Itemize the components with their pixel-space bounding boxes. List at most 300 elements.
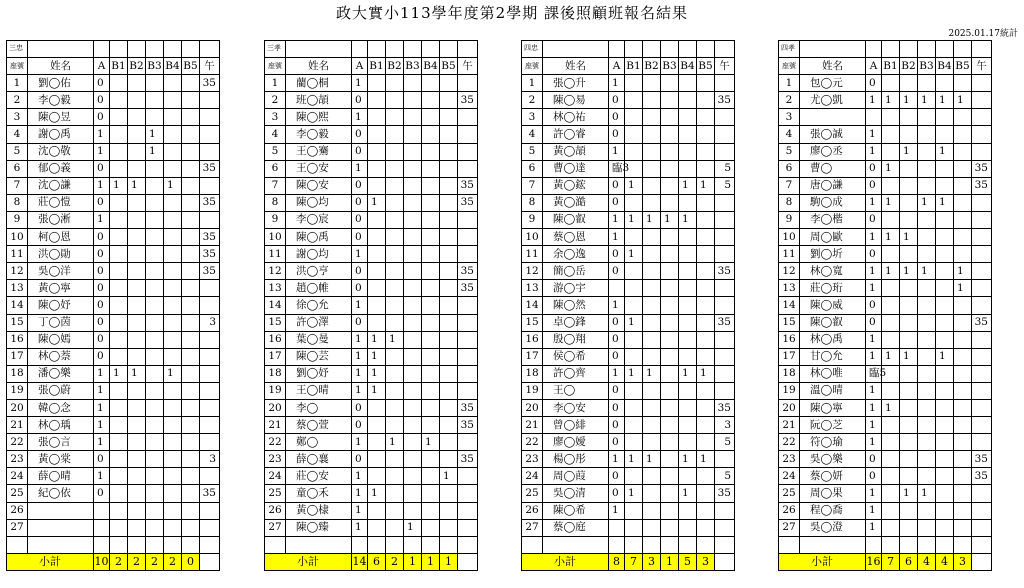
seat-number: 6: [265, 160, 286, 177]
value-cell: [200, 399, 220, 416]
value-cell: 0: [352, 263, 368, 280]
table-row: [522, 177, 735, 194]
value-cell: 0: [94, 348, 110, 365]
value-cell: [368, 417, 386, 434]
subtotal-row: [265, 553, 478, 570]
subtotal-label: 小計: [522, 553, 609, 570]
value-cell: 35: [200, 160, 220, 177]
value-cell: [422, 468, 440, 485]
subtotal-value: 10: [94, 553, 110, 570]
value-cell: [404, 126, 422, 143]
student-name: 程◯喬: [800, 502, 866, 519]
subtotal-value: 2: [128, 553, 146, 570]
value-cell: [440, 399, 458, 416]
value-cell: 1: [625, 485, 643, 502]
seat-number: 15: [7, 314, 28, 331]
value-cell: [110, 417, 128, 434]
value-cell: [625, 92, 643, 109]
value-cell: [661, 502, 679, 519]
value-cell: [128, 194, 146, 211]
value-cell: 1: [866, 434, 882, 451]
student-name: 韓◯念: [28, 399, 94, 416]
value-cell: 1: [94, 382, 110, 399]
value-cell: [422, 194, 440, 211]
value-cell: 1: [882, 160, 900, 177]
seat-number: 20: [265, 399, 286, 416]
table-row: [265, 143, 478, 160]
value-cell: 1: [866, 126, 882, 143]
value-cell: [386, 365, 404, 382]
value-cell: [110, 126, 128, 143]
student-name: 吳◯洋: [28, 263, 94, 280]
value-cell: 1: [128, 365, 146, 382]
name-header: 姓名: [28, 58, 94, 75]
blank-cell: [7, 536, 28, 553]
value-cell: [146, 434, 164, 451]
value-cell: [128, 229, 146, 246]
student-name: 陳◯臻: [286, 519, 352, 536]
value-cell: [866, 109, 882, 126]
value-cell: [661, 92, 679, 109]
value-cell: [643, 485, 661, 502]
seat-number: 3: [7, 109, 28, 126]
value-cell: 3: [715, 417, 735, 434]
seat-number: 10: [265, 229, 286, 246]
value-cell: 0: [352, 451, 368, 468]
seat-number: 2: [7, 92, 28, 109]
student-name: 張◯淅: [28, 211, 94, 228]
value-cell: 0: [352, 417, 368, 434]
blank-cell: [936, 41, 954, 58]
value-cell: [882, 434, 900, 451]
subtotal-value: 6: [900, 553, 918, 570]
blank-cell: [609, 41, 625, 58]
seat-number: 7: [265, 177, 286, 194]
value-cell: [110, 109, 128, 126]
value-cell: [128, 451, 146, 468]
value-cell: [936, 382, 954, 399]
student-name: 沈◯謙: [28, 177, 94, 194]
table-row: [522, 211, 735, 228]
value-cell: [679, 331, 697, 348]
value-cell: [954, 348, 972, 365]
value-cell: [440, 365, 458, 382]
table-row: [522, 280, 735, 297]
value-cell: 1: [866, 331, 882, 348]
table-row: [265, 211, 478, 228]
column-header: B2: [386, 58, 404, 75]
value-cell: [200, 348, 220, 365]
value-cell: 0: [609, 92, 625, 109]
value-cell: [972, 280, 992, 297]
value-cell: [697, 468, 715, 485]
value-cell: [440, 211, 458, 228]
value-cell: 1: [368, 194, 386, 211]
value-cell: 1: [368, 348, 386, 365]
value-cell: [936, 280, 954, 297]
value-cell: [422, 297, 440, 314]
blank-cell: [386, 41, 404, 58]
value-cell: [679, 314, 697, 331]
seat-number: 10: [7, 229, 28, 246]
value-cell: [386, 468, 404, 485]
value-cell: 0: [609, 246, 625, 263]
value-cell: [643, 160, 661, 177]
value-cell: 1: [110, 365, 128, 382]
value-cell: 0: [94, 109, 110, 126]
class-name: 三忠: [7, 41, 28, 58]
seat-number: 19: [7, 382, 28, 399]
student-name: 洪◯勛: [28, 246, 94, 263]
student-name: 李◯楷: [800, 211, 866, 228]
value-cell: [918, 280, 936, 297]
table-row: [779, 451, 992, 468]
seat-number: 10: [522, 229, 543, 246]
value-cell: [625, 263, 643, 280]
value-cell: 1: [94, 399, 110, 416]
value-cell: [900, 417, 918, 434]
enrollment-table: [264, 40, 478, 571]
value-cell: [422, 177, 440, 194]
value-cell: [900, 434, 918, 451]
value-cell: 1: [643, 211, 661, 228]
value-cell: [697, 314, 715, 331]
student-name: 李◯: [286, 399, 352, 416]
student-name: 唐◯謙: [800, 177, 866, 194]
student-name: 莊◯愷: [28, 194, 94, 211]
value-cell: [200, 468, 220, 485]
value-cell: [972, 519, 992, 536]
value-cell: 35: [458, 263, 478, 280]
table-row: [7, 485, 220, 502]
blank-cell: [368, 536, 386, 553]
subtotal-label: 小計: [7, 553, 94, 570]
value-cell: [643, 126, 661, 143]
value-cell: 5: [715, 177, 735, 194]
value-cell: [661, 263, 679, 280]
value-cell: [900, 246, 918, 263]
value-cell: [440, 126, 458, 143]
value-cell: [697, 434, 715, 451]
seat-number: 3: [779, 109, 800, 126]
blank-cell: [440, 41, 458, 58]
value-cell: [625, 382, 643, 399]
blank-cell: [954, 41, 972, 58]
student-name: 黃◯棠: [28, 451, 94, 468]
value-cell: [643, 331, 661, 348]
student-name: 蔡◯萱: [286, 417, 352, 434]
blank-cell: [200, 536, 220, 553]
seat-number: 4: [522, 126, 543, 143]
value-cell: 1: [146, 143, 164, 160]
value-cell: 1: [352, 348, 368, 365]
value-cell: [900, 399, 918, 416]
table-row: [522, 126, 735, 143]
value-cell: [128, 485, 146, 502]
student-name: 陳◯叡: [543, 211, 609, 228]
student-name: 李◯安: [543, 399, 609, 416]
student-name: 許◯睿: [543, 126, 609, 143]
value-cell: [972, 75, 992, 92]
value-cell: [404, 348, 422, 365]
value-cell: [404, 246, 422, 263]
table-row: [7, 246, 220, 263]
seat-number: 16: [522, 331, 543, 348]
value-cell: [954, 177, 972, 194]
blank-cell: [164, 41, 182, 58]
value-cell: 1: [625, 314, 643, 331]
student-name: 林◯唯: [800, 365, 866, 382]
value-cell: [110, 280, 128, 297]
blank-cell: [918, 41, 936, 58]
value-cell: [182, 519, 200, 536]
value-cell: [697, 348, 715, 365]
value-cell: 1: [918, 263, 936, 280]
table-row: [7, 417, 220, 434]
value-cell: [679, 126, 697, 143]
blank-cell: [422, 41, 440, 58]
value-cell: [128, 263, 146, 280]
table-row: [7, 502, 220, 519]
seat-number: 5: [779, 143, 800, 160]
value-cell: [404, 365, 422, 382]
student-name: 余◯逸: [543, 246, 609, 263]
value-cell: [697, 109, 715, 126]
value-cell: [404, 434, 422, 451]
value-cell: [458, 109, 478, 126]
value-cell: [182, 314, 200, 331]
seat-number: 1: [7, 75, 28, 92]
value-cell: 0: [609, 331, 625, 348]
value-cell: [972, 126, 992, 143]
value-cell: [164, 331, 182, 348]
value-cell: [715, 451, 735, 468]
value-cell: [918, 211, 936, 228]
value-cell: [954, 331, 972, 348]
value-cell: [164, 126, 182, 143]
value-cell: [458, 314, 478, 331]
value-cell: [936, 331, 954, 348]
value-cell: 1: [882, 229, 900, 246]
student-name: 徐◯允: [286, 297, 352, 314]
seat-number: 19: [522, 382, 543, 399]
student-name: 蔡◯妍: [800, 468, 866, 485]
table-row: [779, 314, 992, 331]
value-cell: [954, 365, 972, 382]
value-cell: [182, 451, 200, 468]
seat-number: 9: [522, 211, 543, 228]
value-cell: [386, 211, 404, 228]
value-cell: [643, 468, 661, 485]
value-cell: [972, 382, 992, 399]
table-row: [522, 92, 735, 109]
seat-number: 6: [522, 160, 543, 177]
subtotal-value: [715, 553, 735, 570]
table-row: [7, 143, 220, 160]
subtotal-value: 7: [882, 553, 900, 570]
table-row: [265, 451, 478, 468]
value-cell: [404, 194, 422, 211]
seat-number: 2: [265, 92, 286, 109]
value-cell: [882, 126, 900, 143]
seat-number: 26: [522, 502, 543, 519]
column-header: B5: [954, 58, 972, 75]
subtotal-value: 1: [661, 553, 679, 570]
blank-cell: [900, 536, 918, 553]
value-cell: [679, 382, 697, 399]
table-row: [779, 485, 992, 502]
value-cell: [182, 399, 200, 416]
seat-number: 23: [522, 451, 543, 468]
blank-cell: [28, 41, 94, 58]
student-name: 潘◯樂: [28, 365, 94, 382]
table-row: [265, 519, 478, 536]
value-cell: [643, 399, 661, 416]
value-cell: [110, 160, 128, 177]
table-row: [779, 109, 992, 126]
seat-number: 24: [7, 468, 28, 485]
value-cell: 5: [715, 434, 735, 451]
column-header: 午: [200, 58, 220, 75]
value-cell: [146, 263, 164, 280]
value-cell: [404, 502, 422, 519]
seat-number: 13: [265, 280, 286, 297]
value-cell: [936, 75, 954, 92]
value-cell: [386, 417, 404, 434]
value-cell: [128, 246, 146, 263]
value-cell: [182, 143, 200, 160]
value-cell: [625, 399, 643, 416]
subtotal-value: 4: [936, 553, 954, 570]
value-cell: 0: [866, 177, 882, 194]
blank-cell: [182, 41, 200, 58]
value-cell: 1: [866, 92, 882, 109]
value-cell: 0: [94, 451, 110, 468]
value-cell: [936, 434, 954, 451]
blank-cell: [800, 536, 866, 553]
value-cell: [386, 246, 404, 263]
table-row: [522, 434, 735, 451]
value-cell: 1: [352, 382, 368, 399]
value-cell: [643, 417, 661, 434]
value-cell: [643, 109, 661, 126]
value-cell: [182, 468, 200, 485]
blank-cell: [440, 536, 458, 553]
table-row: [7, 331, 220, 348]
value-cell: 1: [94, 126, 110, 143]
value-cell: [882, 417, 900, 434]
value-cell: [458, 143, 478, 160]
value-cell: 1: [866, 417, 882, 434]
value-cell: [182, 75, 200, 92]
value-cell: [146, 211, 164, 228]
value-cell: [715, 194, 735, 211]
value-cell: [200, 417, 220, 434]
student-name: 甘◯允: [800, 348, 866, 365]
seat-number: 21: [265, 417, 286, 434]
value-cell: 1: [404, 519, 422, 536]
value-cell: 1: [352, 109, 368, 126]
value-cell: 35: [972, 314, 992, 331]
value-cell: [661, 280, 679, 297]
value-cell: [146, 314, 164, 331]
column-header: B2: [128, 58, 146, 75]
value-cell: 0: [866, 211, 882, 228]
value-cell: [128, 143, 146, 160]
student-name: 陳◯然: [543, 297, 609, 314]
value-cell: [954, 434, 972, 451]
value-cell: [643, 263, 661, 280]
value-cell: [918, 75, 936, 92]
value-cell: 35: [715, 399, 735, 416]
table-row: [522, 382, 735, 399]
value-cell: 1: [679, 485, 697, 502]
blank-cell: [94, 536, 110, 553]
student-name: 黃◯棣: [286, 502, 352, 519]
value-cell: [200, 211, 220, 228]
seat-number: 14: [779, 297, 800, 314]
value-cell: [458, 468, 478, 485]
value-cell: [697, 263, 715, 280]
value-cell: [440, 382, 458, 399]
value-cell: [643, 297, 661, 314]
value-cell: [936, 314, 954, 331]
table-row: [7, 348, 220, 365]
student-name: 陳◯威: [800, 297, 866, 314]
value-cell: [972, 246, 992, 263]
seat-number: 13: [7, 280, 28, 297]
value-cell: [609, 280, 625, 297]
value-cell: [404, 160, 422, 177]
value-cell: [440, 451, 458, 468]
value-cell: [882, 451, 900, 468]
value-cell: [936, 177, 954, 194]
value-cell: 1: [866, 143, 882, 160]
value-cell: [128, 502, 146, 519]
value-cell: [182, 194, 200, 211]
value-cell: [164, 417, 182, 434]
seat-header: 座號: [265, 58, 286, 75]
value-cell: [182, 382, 200, 399]
value-cell: 1: [936, 348, 954, 365]
blank-cell: [94, 41, 110, 58]
value-cell: [422, 382, 440, 399]
subtotal-value: [458, 553, 478, 570]
value-cell: [458, 126, 478, 143]
student-name: 張◯誠: [800, 126, 866, 143]
value-cell: [422, 451, 440, 468]
student-name: 童◯禾: [286, 485, 352, 502]
value-cell: [458, 246, 478, 263]
column-header: B4: [422, 58, 440, 75]
subtotal-value: 2: [146, 553, 164, 570]
value-cell: [164, 314, 182, 331]
blank-cell: [900, 41, 918, 58]
table-row: [7, 314, 220, 331]
value-cell: [972, 229, 992, 246]
value-cell: [936, 468, 954, 485]
blank-cell: [146, 536, 164, 553]
student-name: 張◯言: [28, 434, 94, 451]
value-cell: [697, 143, 715, 160]
value-cell: [715, 229, 735, 246]
seat-number: 25: [522, 485, 543, 502]
student-name: 許◯澤: [286, 314, 352, 331]
value-cell: [661, 468, 679, 485]
value-cell: [404, 75, 422, 92]
value-cell: [458, 348, 478, 365]
value-cell: [679, 92, 697, 109]
